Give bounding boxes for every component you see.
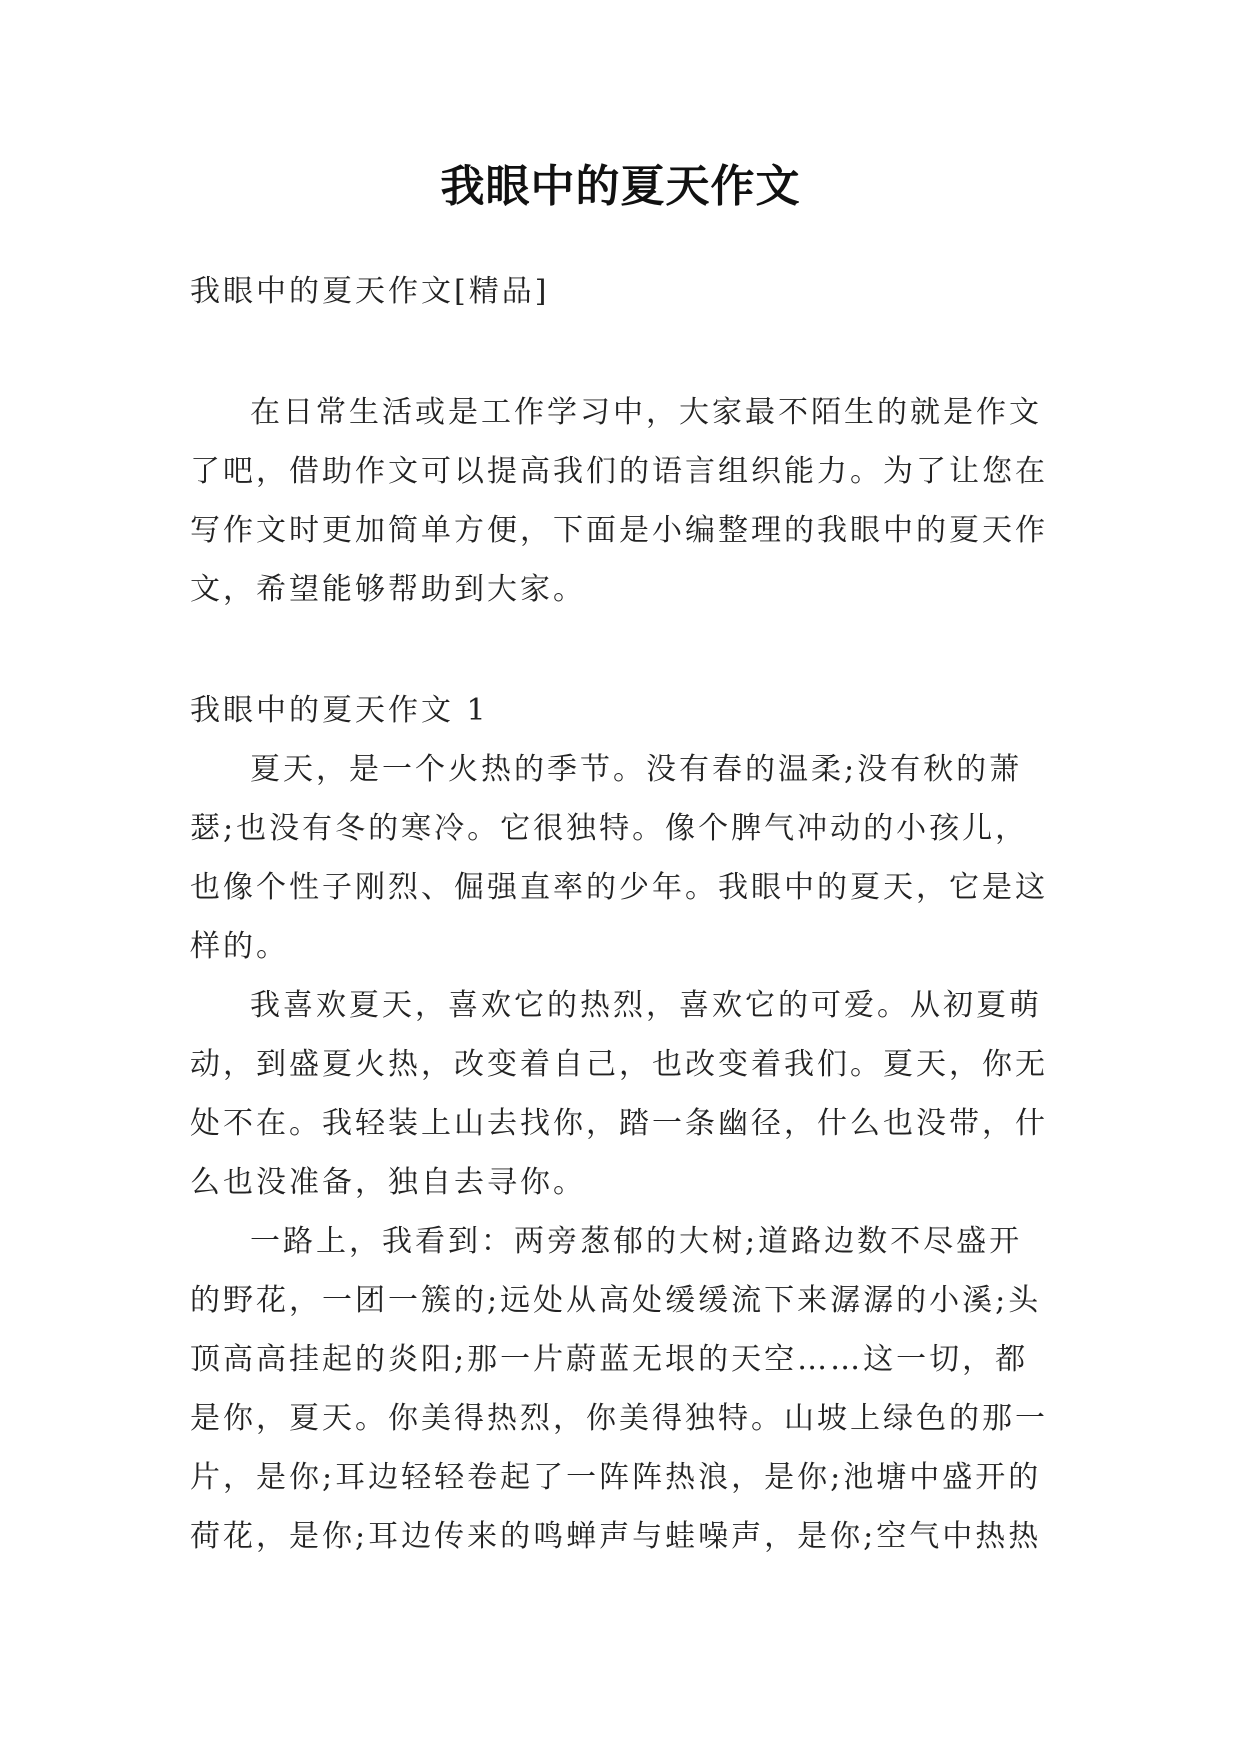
intro-paragraph: 在日常生活或是工作学习中，大家最不陌生的就是作文了吧，借助作文可以提高我们的语言组织能力。为了让您在写作文时更加简单方便，下面是小编整理的我眼中的夏天作文，希望能够帮助到大家。: [190, 395, 1048, 607]
document-title: 我眼中的夏天作文: [440, 161, 801, 212]
document-body: [190, 262, 1050, 1566]
body-paragraph: 一路上，我看到：两旁葱郁的大树;道路边数不尽盛开的野花，一团一簇的;远处从高处缓缓流下来潺潺的小溪;头顶高高挂起的炎阳;那一片蔚蓝无垠的天空……这一切，都是你，夏天。你美得热烈，你美得独特。山坡上绿色的那一片，是你;耳边轻轻卷起了一阵阵热浪，是你;池塘中盛开的荷花，是你;耳边传来的鸣蝉声与蛙噪声，是你;空气中热热: [190, 1224, 1048, 1554]
body-paragraph: 夏天，是一个火热的季节。没有春的温柔;没有秋的萧瑟;也没有冬的寒冷。它很独特。像个脾气冲动的小孩儿，也像个性子刚烈、倔强直率的少年。我眼中的夏天，它是这样的。: [190, 752, 1048, 964]
document-subtitle: 我眼中的夏天作文[精品]: [190, 274, 550, 309]
body-paragraph: 我喜欢夏天，喜欢它的热烈，喜欢它的可爱。从初夏萌动，到盛夏火热，改变着自己，也改变着我们。夏天，你无处不在。我轻装上山去找你，踏一条幽径，什么也没带，什么也没准备，独自去寻你。: [190, 988, 1048, 1200]
section-heading: 我眼中的夏天作文 1: [190, 693, 489, 728]
